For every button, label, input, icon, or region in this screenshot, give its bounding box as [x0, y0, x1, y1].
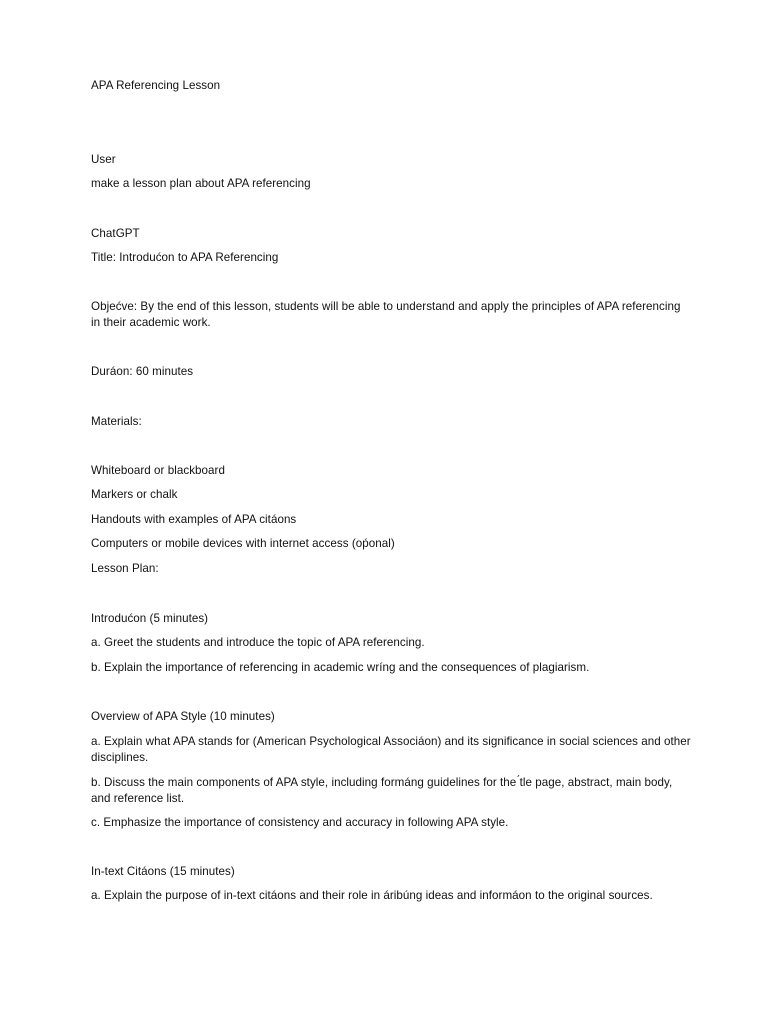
materials-item: Whiteboard or blackboard [91, 464, 225, 477]
materials-heading: Materials: [91, 415, 142, 428]
lesson-title: Title: Introdućon to APA Referencing [91, 251, 279, 264]
section-item: b. Explain the importance of referencing in academic wríng and the consequences of plagiarism. [91, 661, 590, 674]
user-label: User [91, 153, 116, 166]
assistant-label: ChatGPT [91, 227, 140, 240]
materials-item: Markers or chalk [91, 488, 178, 501]
section-heading: In-text Citáons (15 minutes) [91, 865, 235, 878]
section-item: b. Discuss the main components of APA style, including formáng guidelines for the ́tle page, abstract, main body, and reference list. [91, 776, 673, 805]
section-item: a. Explain what APA stands for (American Psychological Associáon) and its significance in social sciences and other disciplines. [91, 735, 691, 764]
section-item: c. Emphasize the importance of consistency and accuracy in following APA style. [91, 816, 509, 829]
objective-paragraph: Objećve: By the end of this lesson, students will be able to understand and apply the principles of APA referencing in their academic work. [91, 300, 681, 329]
lesson-plan-heading: Lesson Plan: [91, 562, 159, 575]
materials-item: Handouts with examples of APA citáons [91, 513, 297, 526]
user-prompt: make a lesson plan about APA referencing [91, 177, 311, 190]
materials-item: Computers or mobile devices with internet access (oṕonal) [91, 537, 395, 550]
section-heading: Introdućon (5 minutes) [91, 612, 209, 625]
duration-line: Duráon: 60 minutes [91, 365, 194, 378]
document-title: APA Referencing Lesson [91, 79, 221, 92]
section-heading: Overview of APA Style (10 minutes) [91, 710, 275, 723]
section-item: a. Greet the students and introduce the topic of APA referencing. [91, 636, 425, 649]
section-item: a. Explain the purpose of in-text citáons and their role in áribúng ideas and informáon to the original sources. [91, 889, 653, 902]
